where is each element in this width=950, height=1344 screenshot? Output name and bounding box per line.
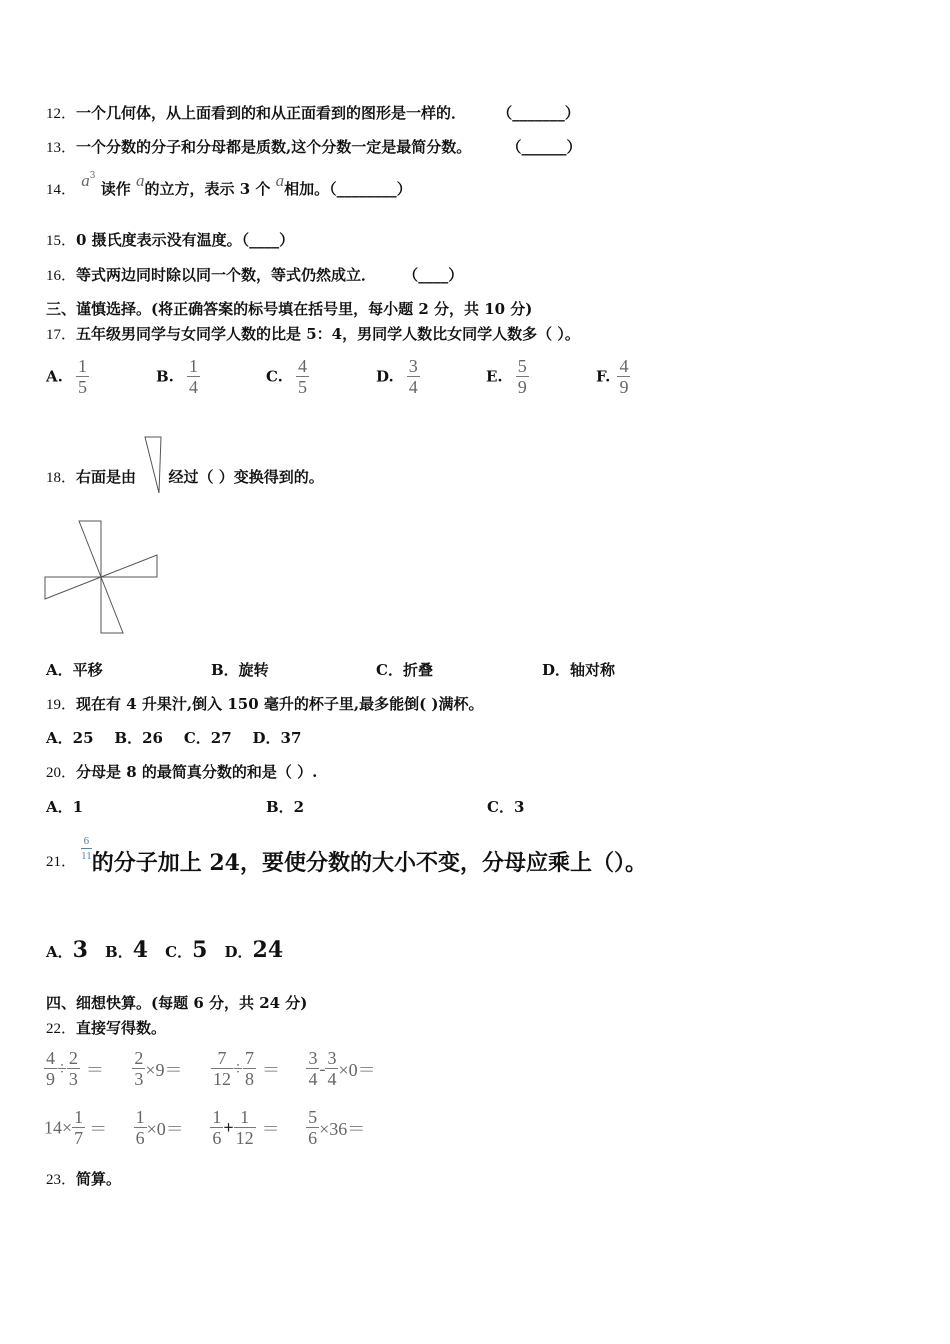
option-b[interactable]: B．旋转	[211, 661, 269, 679]
option-d[interactable]: D. $\frac{3}{4}$	[376, 356, 418, 397]
question-21: 21． $\frac{6}{11}$ 的分子加上 24，要使分数的大小不变，分母应乘上（）。	[46, 835, 647, 876]
question-18: 18．右面是由 经过（ ）变换得到的。	[46, 468, 324, 486]
var-a: a	[81, 171, 90, 190]
fraction: $\frac{3}{4}$	[408, 356, 418, 397]
option-f[interactable]: F. $\frac{4}{9}$	[596, 356, 629, 397]
option-b[interactable]: B．4	[105, 937, 149, 963]
calc-item: $\frac{4}{9}$ ÷ $\frac{2}{3}$ ＝	[46, 1048, 104, 1089]
calc-item: $\frac{1}{6}$ + $\frac{1}{12}$ ＝	[212, 1107, 280, 1148]
calc-item: $\frac{5}{6}$ ×36＝	[308, 1107, 366, 1148]
option-c[interactable]: C. $\frac{4}{5}$	[266, 356, 307, 397]
calc-item: $\frac{2}{3}$ ×9＝	[134, 1048, 183, 1089]
section-3-title: 三、谨慎选择。(将正确答案的标号填在括号里，每小题 2 分，共 10 分)	[46, 300, 533, 318]
question-14: 14． $a^3$ 读作 a的立方，表示 3 个 a相加。（________）	[46, 171, 412, 198]
section-4-title: 四、细想快算。(每题 6 分，共 24 分)	[46, 994, 308, 1012]
calc-item: $\frac{7}{12}$ ÷ $\frac{7}{8}$ ＝	[213, 1048, 280, 1089]
calc-row-2	[44, 1107, 365, 1148]
question-20: 20．分母是 8 的最简真分数的和是（ ）.	[46, 763, 318, 781]
fraction: $\frac{1}{4}$	[189, 356, 198, 397]
calc-item: 14× $\frac{1}{7}$ ＝	[44, 1107, 108, 1148]
calc-row-1	[44, 1048, 376, 1089]
q21-options	[46, 937, 283, 963]
var-a: a	[135, 171, 145, 190]
answer-blank[interactable]: （____）	[403, 266, 464, 284]
answer-blank[interactable]: （_______）	[497, 104, 580, 122]
var-a: a	[275, 171, 285, 190]
q19-options[interactable]: A．25 B．26 C．27 D．37	[46, 729, 302, 747]
question-19: 19．现在有 4 升果汁,倒入 150 毫升的杯子里,最多能倒( )满杯。	[46, 695, 484, 713]
exponent: 3	[89, 171, 96, 181]
option-b[interactable]: B. $\frac{1}{4}$	[156, 356, 198, 397]
fraction: $\frac{1}{5}$	[77, 356, 87, 397]
fraction: $\frac{4}{5}$	[298, 356, 307, 397]
fraction-6-11: $\frac{6}{11}$	[81, 835, 92, 862]
answer-blank[interactable]: （______）	[506, 138, 582, 156]
question-17: 17．五年级男同学与女同学人数的比是 5：4，男同学人数比女同学人数多（ ）。	[46, 325, 580, 343]
option-e[interactable]: E. $\frac{5}{9}$	[486, 356, 527, 397]
option-b[interactable]: B．2	[266, 798, 305, 816]
question-15: 15．0 摄氏度表示没有温度。（____）	[46, 231, 295, 249]
fraction: $\frac{4}{9}$	[619, 356, 629, 397]
question-12: 12．一个几何体，从上面看到的和从正面看到的图形是一样的． （_______）	[46, 104, 580, 122]
option-a[interactable]: A．1	[46, 798, 84, 816]
question-13: 13．一个分数的分子和分母都是质数,这个分数一定是最简分数。 （______）	[46, 138, 582, 156]
option-a[interactable]: A．平移	[46, 661, 103, 679]
option-a[interactable]: A．3	[46, 937, 88, 963]
question-22: 22．直接写得数。	[46, 1019, 167, 1037]
triangle-shape	[143, 435, 167, 495]
question-16: 16．等式两边同时除以同一个数，等式仍然成立． （____）	[46, 266, 464, 284]
fraction: $\frac{5}{9}$	[517, 356, 527, 397]
calc-item: $\frac{3}{4}$ - $\frac{3}{4}$ ×0＝	[308, 1048, 376, 1089]
q17-options	[46, 356, 646, 406]
option-c[interactable]: C．3	[487, 798, 525, 816]
calc-item: $\frac{1}{6}$ ×0＝	[135, 1107, 184, 1148]
option-c[interactable]: C．5	[165, 937, 208, 963]
option-a[interactable]: A. $\frac{1}{5}$	[46, 356, 87, 397]
option-d[interactable]: D．轴对称	[542, 661, 616, 679]
pinwheel-figure	[44, 520, 160, 636]
option-d[interactable]: D．24	[224, 937, 284, 963]
question-23: 23．简算。	[46, 1170, 122, 1188]
option-c[interactable]: C．折叠	[376, 661, 433, 679]
